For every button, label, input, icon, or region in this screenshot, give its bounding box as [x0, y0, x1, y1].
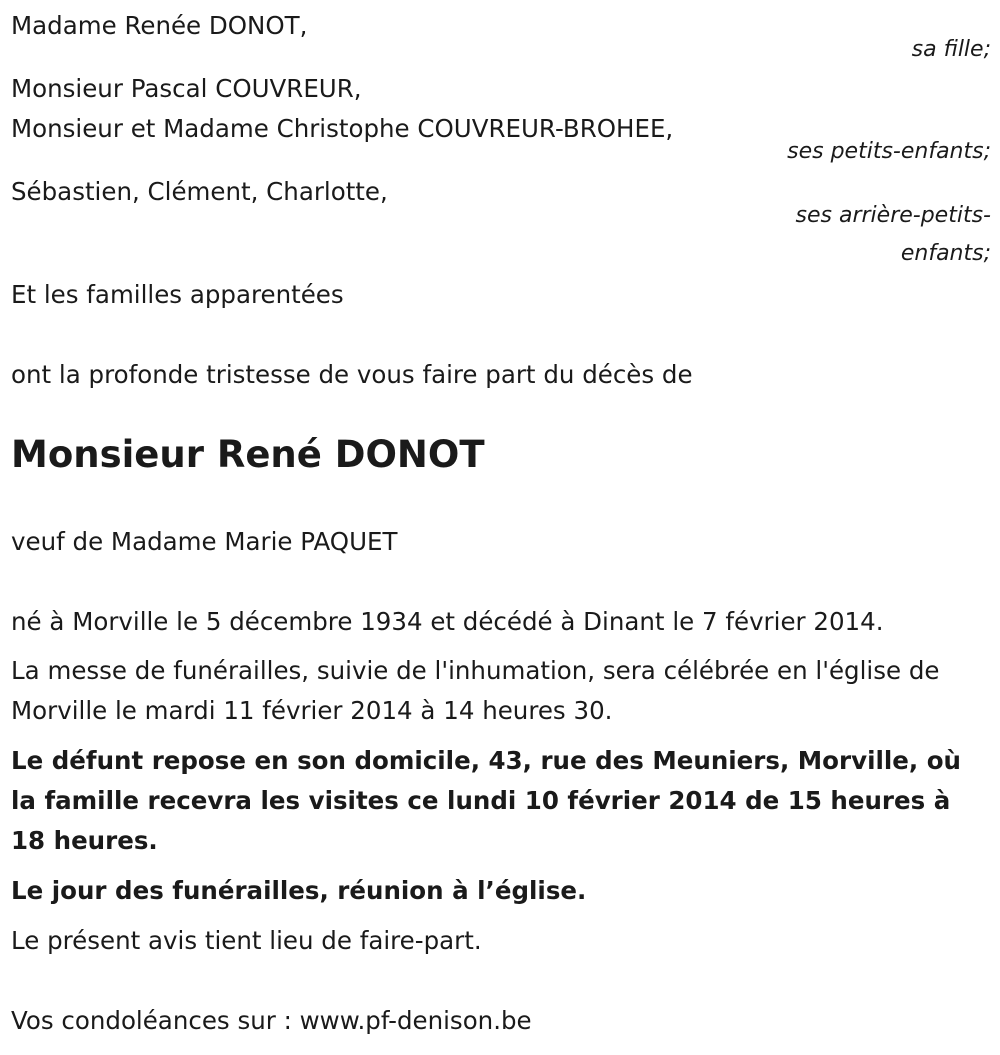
visitation-info: Le défunt repose en son domicile, 43, rue des Meuniers, Morville, où la famille recevra les visites ce lundi 10 février 2014 de 15 heures à 18 heures. [11, 746, 961, 855]
funeral-mass-info: La messe de funérailles, suivie de l'inhumation, sera célébrée en l'église de Morville le mardi 11 février 2014 à 14 heures 30. [11, 656, 940, 725]
widower-of: veuf de Madame Marie PAQUET [11, 527, 398, 556]
notice-text: Le présent avis tient lieu de faire-part. [11, 926, 482, 955]
grandchildren-role: ses petits-enfants; [787, 139, 991, 164]
great-grandchildren-names: Sébastien, Clément, Charlotte, [11, 177, 388, 206]
deceased-name: Monsieur René DONOT [11, 433, 485, 476]
daughter-name: Madame Renée DONOT, [11, 11, 308, 40]
grandchild-name: Monsieur Pascal COUVREUR, [11, 74, 362, 103]
grandchild-name: Monsieur et Madame Christophe COUVREUR-BROHEE, [11, 114, 674, 143]
birth-death-info: né à Morville le 5 décembre 1934 et décédé à Dinant le 7 février 2014. [11, 607, 884, 636]
condolences-link[interactable]: Vos condoléances sur : www.pf-denison.be [11, 1006, 532, 1035]
funeral-gathering-info: Le jour des funérailles, réunion à l’église. [11, 876, 587, 905]
announcement-text: ont la profonde tristesse de vous faire part du décès de [11, 360, 693, 389]
daughter-role: sa fille; [911, 37, 991, 62]
great-grandchildren-role: enfants; [900, 241, 991, 266]
related-families: Et les familles apparentées [11, 280, 344, 309]
great-grandchildren-role: ses arrière-petits- [795, 203, 991, 228]
